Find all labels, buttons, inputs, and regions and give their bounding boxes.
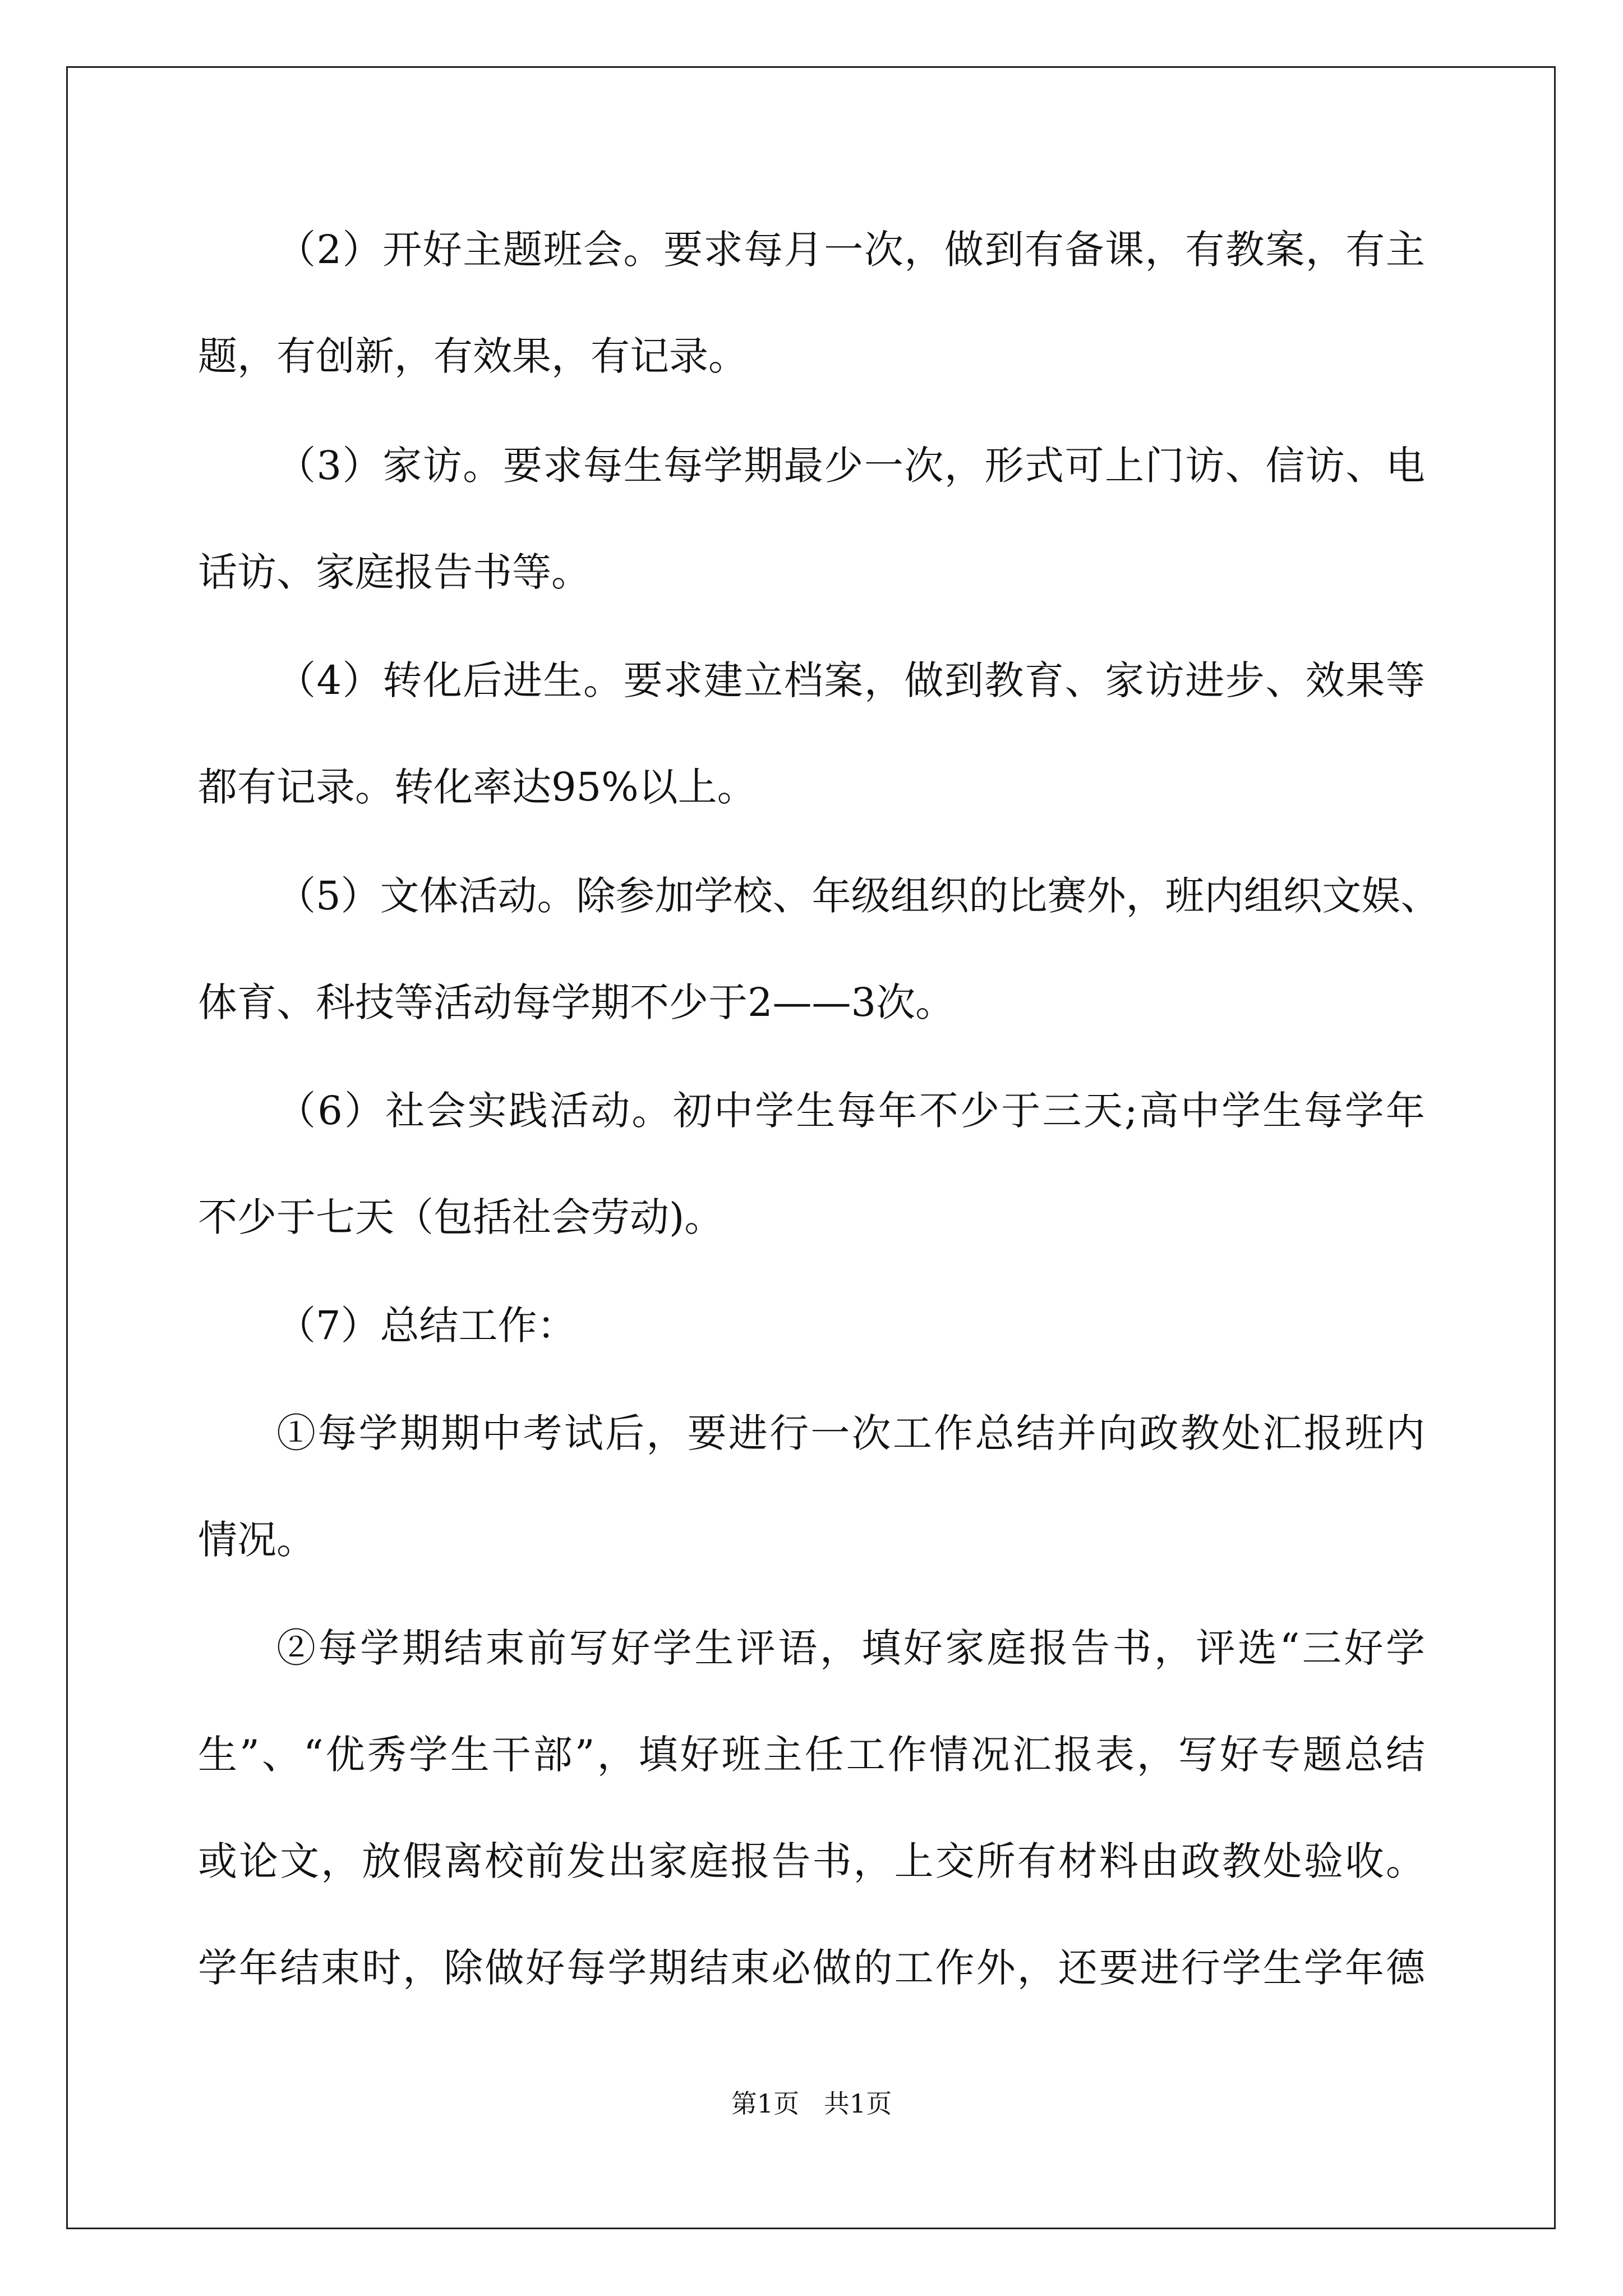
- page-number: 第1页 共1页: [731, 2088, 892, 2119]
- paragraph-line: （6）社会实践活动。初中学生每年不少于三天;高中学生每学年: [276, 1088, 1425, 1134]
- paragraph-line: 学年结束时，除做好每学期结束必做的工作外，还要进行学生学年德: [198, 1945, 1425, 1991]
- paragraph-line: ②每学期结束前写好学生评语，填好家庭报告书，评选“三好学: [276, 1625, 1425, 1671]
- paragraph-line: 不少于七天（包括社会劳动)。: [198, 1194, 724, 1240]
- page-border: [66, 66, 1556, 2229]
- paragraph-line: 都有记录。转化率达95%以上。: [198, 764, 757, 810]
- paragraph-line: 情况。: [198, 1517, 316, 1563]
- paragraph-line: 生”、“优秀学生干部”，填好班主任工作情况汇报表，写好专题总结: [198, 1732, 1425, 1778]
- paragraph-line: （2）开好主题班会。要求每月一次，做到有备课，有教案，有主: [276, 227, 1425, 273]
- paragraph-line: 体育、科技等活动每学期不少于2——3次。: [198, 979, 955, 1025]
- paragraph-line: （3）家访。要求每生每学期最少一次，形式可上门访、信访、电: [276, 443, 1425, 489]
- paragraph-line: （5）文体活动。除参加学校、年级组织的比赛外，班内组织文娱、: [276, 873, 1440, 919]
- paragraph-line: 题，有创新，有效果，有记录。: [198, 333, 748, 379]
- paragraph-line: （7）总结工作：: [276, 1303, 577, 1349]
- paragraph-line: （4）转化后进生。要求建立档案，做到教育、家访进步、效果等: [276, 657, 1425, 703]
- paragraph-line: 话访、家庭报告书等。: [198, 549, 591, 595]
- paragraph-line: 或论文，放假离校前发出家庭报告书，上交所有材料由政教处验收。: [198, 1838, 1425, 1884]
- paragraph-line: ①每学期期中考试后，要进行一次工作总结并向政教处汇报班内: [276, 1410, 1425, 1456]
